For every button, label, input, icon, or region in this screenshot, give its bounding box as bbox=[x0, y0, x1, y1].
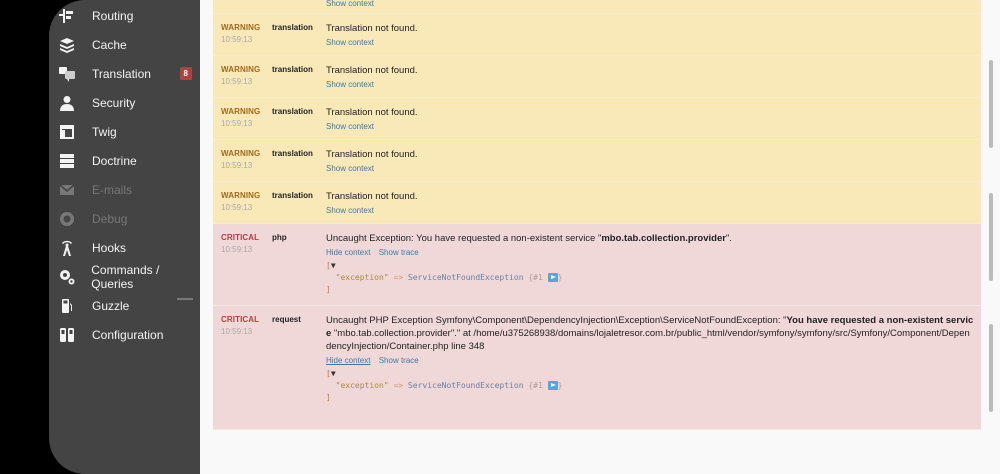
log-row bbox=[213, 56, 981, 98]
log-channel: php bbox=[272, 233, 287, 242]
show-context-link[interactable]: Show context bbox=[326, 122, 375, 131]
sidebar-item-twig[interactable] bbox=[49, 118, 200, 146]
log-message: Translation not found. bbox=[326, 65, 418, 76]
expand-icon[interactable] bbox=[548, 381, 558, 390]
sidebar bbox=[49, 0, 200, 474]
sidebar-item-security[interactable] bbox=[49, 89, 200, 117]
email-icon bbox=[58, 181, 76, 199]
sidebar-item-emails bbox=[49, 176, 200, 204]
sidebar-item-label: Guzzle bbox=[92, 299, 130, 313]
hide-context-link[interactable]: Hide context bbox=[326, 356, 371, 365]
scrollbar-thumb[interactable] bbox=[989, 324, 993, 412]
log-time: 10:59:13 bbox=[221, 119, 253, 128]
log-message: Translation not found. bbox=[326, 23, 418, 34]
sidebar-item-label: Translation bbox=[92, 67, 151, 81]
log-level: WARNING bbox=[221, 23, 261, 32]
sidebar-item-commands-queries[interactable] bbox=[49, 263, 200, 291]
log-message: Uncaught Exception: You have requested a non-existent service "mbo.tab.collection.provider". Hide context Show trace [▼ "exception" => ServiceNotFoundException {#1 } ] bbox=[326, 224, 981, 302]
collapse-toggle[interactable]: ▼ bbox=[330, 261, 336, 270]
show-context-link[interactable]: Show context bbox=[326, 0, 375, 8]
main-panel bbox=[200, 0, 1000, 474]
log-row bbox=[213, 98, 981, 140]
log-level: CRITICAL bbox=[221, 233, 260, 242]
log-time: 10:59:13 bbox=[221, 327, 253, 336]
log-channel: translation bbox=[272, 191, 313, 200]
context-dump: [▼ "exception" => ServiceNotFoundException {#1 } ] bbox=[326, 369, 563, 402]
log-message: Translation not found. bbox=[326, 149, 418, 160]
translation-count-badge: 8 bbox=[180, 67, 192, 80]
show-context-link[interactable]: Show context bbox=[326, 80, 375, 89]
sidebar-item-label: E-mails bbox=[92, 183, 133, 197]
sidebar-item-hooks[interactable] bbox=[49, 234, 200, 262]
log-message: Translation not found. bbox=[326, 191, 418, 202]
show-trace-link[interactable]: Show trace bbox=[378, 248, 419, 257]
show-trace-link[interactable]: Show trace bbox=[378, 356, 419, 365]
routing-icon bbox=[58, 7, 76, 25]
sidebar-item-label: Debug bbox=[92, 212, 128, 226]
sidebar-item-label: Twig bbox=[92, 125, 117, 139]
scrollbar-thumb[interactable] bbox=[989, 193, 993, 281]
log-message: Translation not found. bbox=[326, 107, 418, 118]
log-level: WARNING bbox=[221, 149, 261, 158]
context-dump: [▼ "exception" => ServiceNotFoundException {#1 } ] bbox=[326, 261, 563, 294]
sidebar-item-debug bbox=[49, 205, 200, 233]
log-row bbox=[213, 306, 981, 430]
log-channel: translation bbox=[272, 65, 313, 74]
log-time: 10:59:13 bbox=[221, 203, 253, 212]
sidebar-item-cache[interactable] bbox=[49, 31, 200, 59]
commands-icon bbox=[58, 268, 75, 286]
log-time: 10:59:13 bbox=[221, 245, 253, 254]
show-context-link[interactable]: Show context bbox=[326, 38, 375, 47]
sidebar-item-label: Doctrine bbox=[92, 154, 137, 168]
hooks-icon bbox=[58, 239, 76, 257]
guzzle-icon bbox=[58, 297, 76, 315]
log-time: 10:59:13 bbox=[221, 161, 253, 170]
twig-icon bbox=[58, 123, 76, 141]
expand-icon[interactable] bbox=[548, 273, 558, 282]
log-table bbox=[213, 0, 981, 430]
log-level: CRITICAL bbox=[221, 315, 260, 324]
sidebar-item-guzzle[interactable] bbox=[49, 292, 200, 320]
log-channel: translation bbox=[272, 149, 313, 158]
log-channel: translation bbox=[272, 107, 313, 116]
sidebar-item-label: Hooks bbox=[92, 241, 127, 255]
log-level: WARNING bbox=[221, 65, 261, 74]
log-time: 10:59:13 bbox=[221, 77, 253, 86]
security-icon bbox=[58, 94, 76, 112]
sidebar-item-label: Routing bbox=[92, 9, 134, 23]
debug-icon bbox=[58, 210, 76, 228]
sidebar-item-routing[interactable] bbox=[49, 2, 200, 30]
show-context-link[interactable]: Show context bbox=[326, 164, 375, 173]
log-row-partial bbox=[213, 0, 981, 14]
log-time: 10:59:13 bbox=[221, 35, 253, 44]
log-level: WARNING bbox=[221, 191, 261, 200]
log-row bbox=[213, 182, 981, 224]
configuration-icon bbox=[58, 326, 76, 344]
hide-context-link[interactable]: Hide context bbox=[326, 248, 371, 257]
cache-icon bbox=[58, 36, 76, 54]
sidebar-item-label: Commands / Queries bbox=[91, 263, 160, 291]
translation-icon bbox=[58, 65, 76, 83]
log-row bbox=[213, 14, 981, 56]
sidebar-item-configuration[interactable] bbox=[49, 321, 200, 349]
sidebar-item-doctrine[interactable] bbox=[49, 147, 200, 175]
log-level: WARNING bbox=[221, 107, 261, 116]
log-row bbox=[213, 140, 981, 182]
show-context-link[interactable]: Show context bbox=[326, 206, 375, 215]
doctrine-icon bbox=[58, 152, 76, 170]
sidebar-item-translation[interactable] bbox=[49, 60, 200, 88]
log-message: Uncaught PHP Exception Symfony\Component\DependencyInjection\Exception\ServiceNotFoundException: "You have requested a non-existent service "mbo.tab.collection.provider"." at /home/u375268938/domains/lojaletresor.com.br/public_html/vendor/symfony/symfony/src/Symfony/Component/DependencyInjection/Container.php line 348 Hide context Show trace [▼ "exception" => ServiceNotFoundException {#1 } ] bbox=[326, 306, 981, 410]
log-channel: translation bbox=[272, 23, 313, 32]
sidebar-item-label: Configuration bbox=[92, 328, 164, 342]
scrollbar-thumb[interactable] bbox=[989, 60, 993, 148]
sidebar-item-label: Cache bbox=[92, 38, 127, 52]
collapse-handle[interactable] bbox=[177, 298, 193, 300]
collapse-toggle[interactable]: ▼ bbox=[330, 369, 336, 378]
log-row bbox=[213, 224, 981, 306]
sidebar-item-label: Security bbox=[92, 96, 136, 110]
log-channel: request bbox=[272, 315, 301, 324]
